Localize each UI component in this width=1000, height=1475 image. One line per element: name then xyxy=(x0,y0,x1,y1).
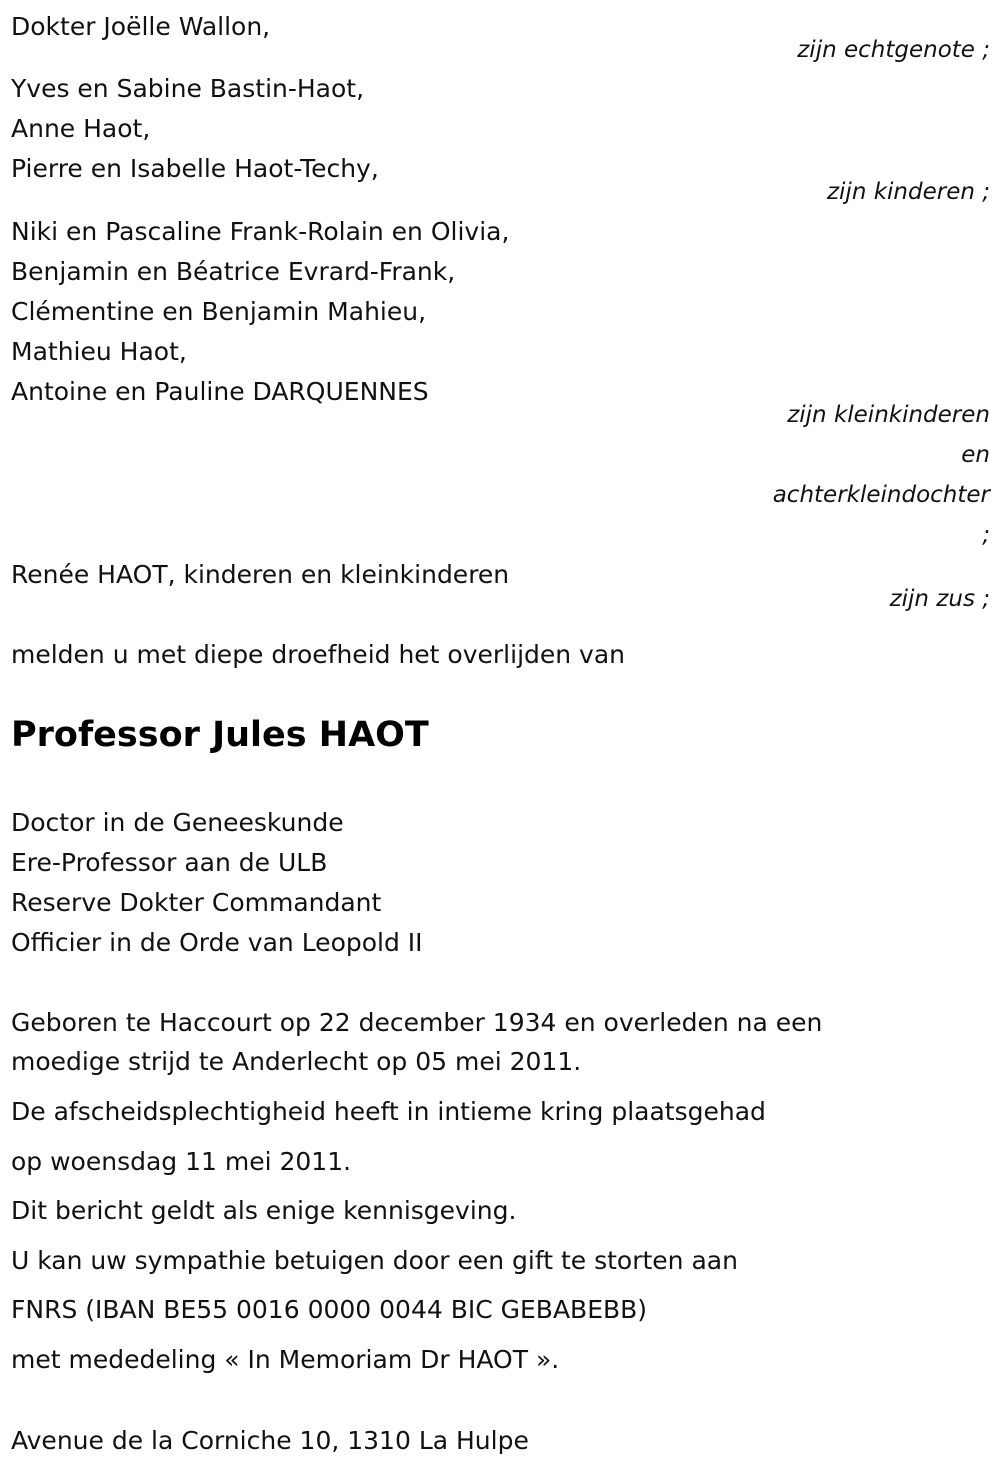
detail-line: moedige strijd te Anderlecht op 05 mei 2011. xyxy=(11,1047,582,1076)
spouse-name: Dokter Joëlle Wallon, xyxy=(11,12,271,41)
grandchildren-role: ; xyxy=(982,522,990,548)
grandchildren-role: zijn kleinkinderen xyxy=(787,402,990,428)
child-name: Yves en Sabine Bastin-Haot, xyxy=(11,74,365,103)
grandchild-name: Antoine en Pauline DARQUENNES xyxy=(11,377,429,406)
children-role: zijn kinderen ; xyxy=(826,179,990,205)
detail-line: FNRS (IBAN BE55 0016 0000 0044 BIC GEBABEBB) xyxy=(11,1295,648,1324)
child-name: Pierre en Isabelle Haot-Techy, xyxy=(11,154,379,183)
announcement-text: melden u met diepe droefheid het overlijden van xyxy=(11,640,626,669)
address: Avenue de la Corniche 10, 1310 La Hulpe xyxy=(11,1426,529,1455)
grandchildren-role: en xyxy=(961,442,990,468)
detail-line: Geboren te Haccourt op 22 december 1934 en overleden na een xyxy=(11,1008,823,1037)
detail-line: Dit bericht geldt als enige kennisgeving. xyxy=(11,1196,517,1225)
grandchild-name: Clémentine en Benjamin Mahieu, xyxy=(11,297,427,326)
grandchildren-role: achterkleindochter xyxy=(772,482,990,508)
grandchild-name: Mathieu Haot, xyxy=(11,337,187,366)
detail-line: met mededeling « In Memoriam Dr HAOT ». xyxy=(11,1345,560,1374)
spouse-role: zijn echtgenote ; xyxy=(797,37,990,63)
honorific-title: Officier in de Orde van Leopold II xyxy=(11,928,423,957)
detail-line: De afscheidsplechtigheid heeft in intieme kring plaatsgehad xyxy=(11,1097,766,1126)
grandchild-name: Niki en Pascaline Frank-Rolain en Olivia, xyxy=(11,217,510,246)
deceased-name: Professor Jules HAOT xyxy=(11,715,429,755)
grandchild-name: Benjamin en Béatrice Evrard-Frank, xyxy=(11,257,456,286)
sister-role: zijn zus ; xyxy=(889,586,990,612)
detail-line: U kan uw sympathie betuigen door een gift te storten aan xyxy=(11,1246,738,1275)
sister-name: Renée HAOT, kinderen en kleinkinderen xyxy=(11,560,510,589)
detail-line: op woensdag 11 mei 2011. xyxy=(11,1147,352,1176)
honorific-title: Ere-Professor aan de ULB xyxy=(11,848,328,877)
child-name: Anne Haot, xyxy=(11,114,151,143)
honorific-title: Doctor in de Geneeskunde xyxy=(11,808,344,837)
honorific-title: Reserve Dokter Commandant xyxy=(11,888,382,917)
